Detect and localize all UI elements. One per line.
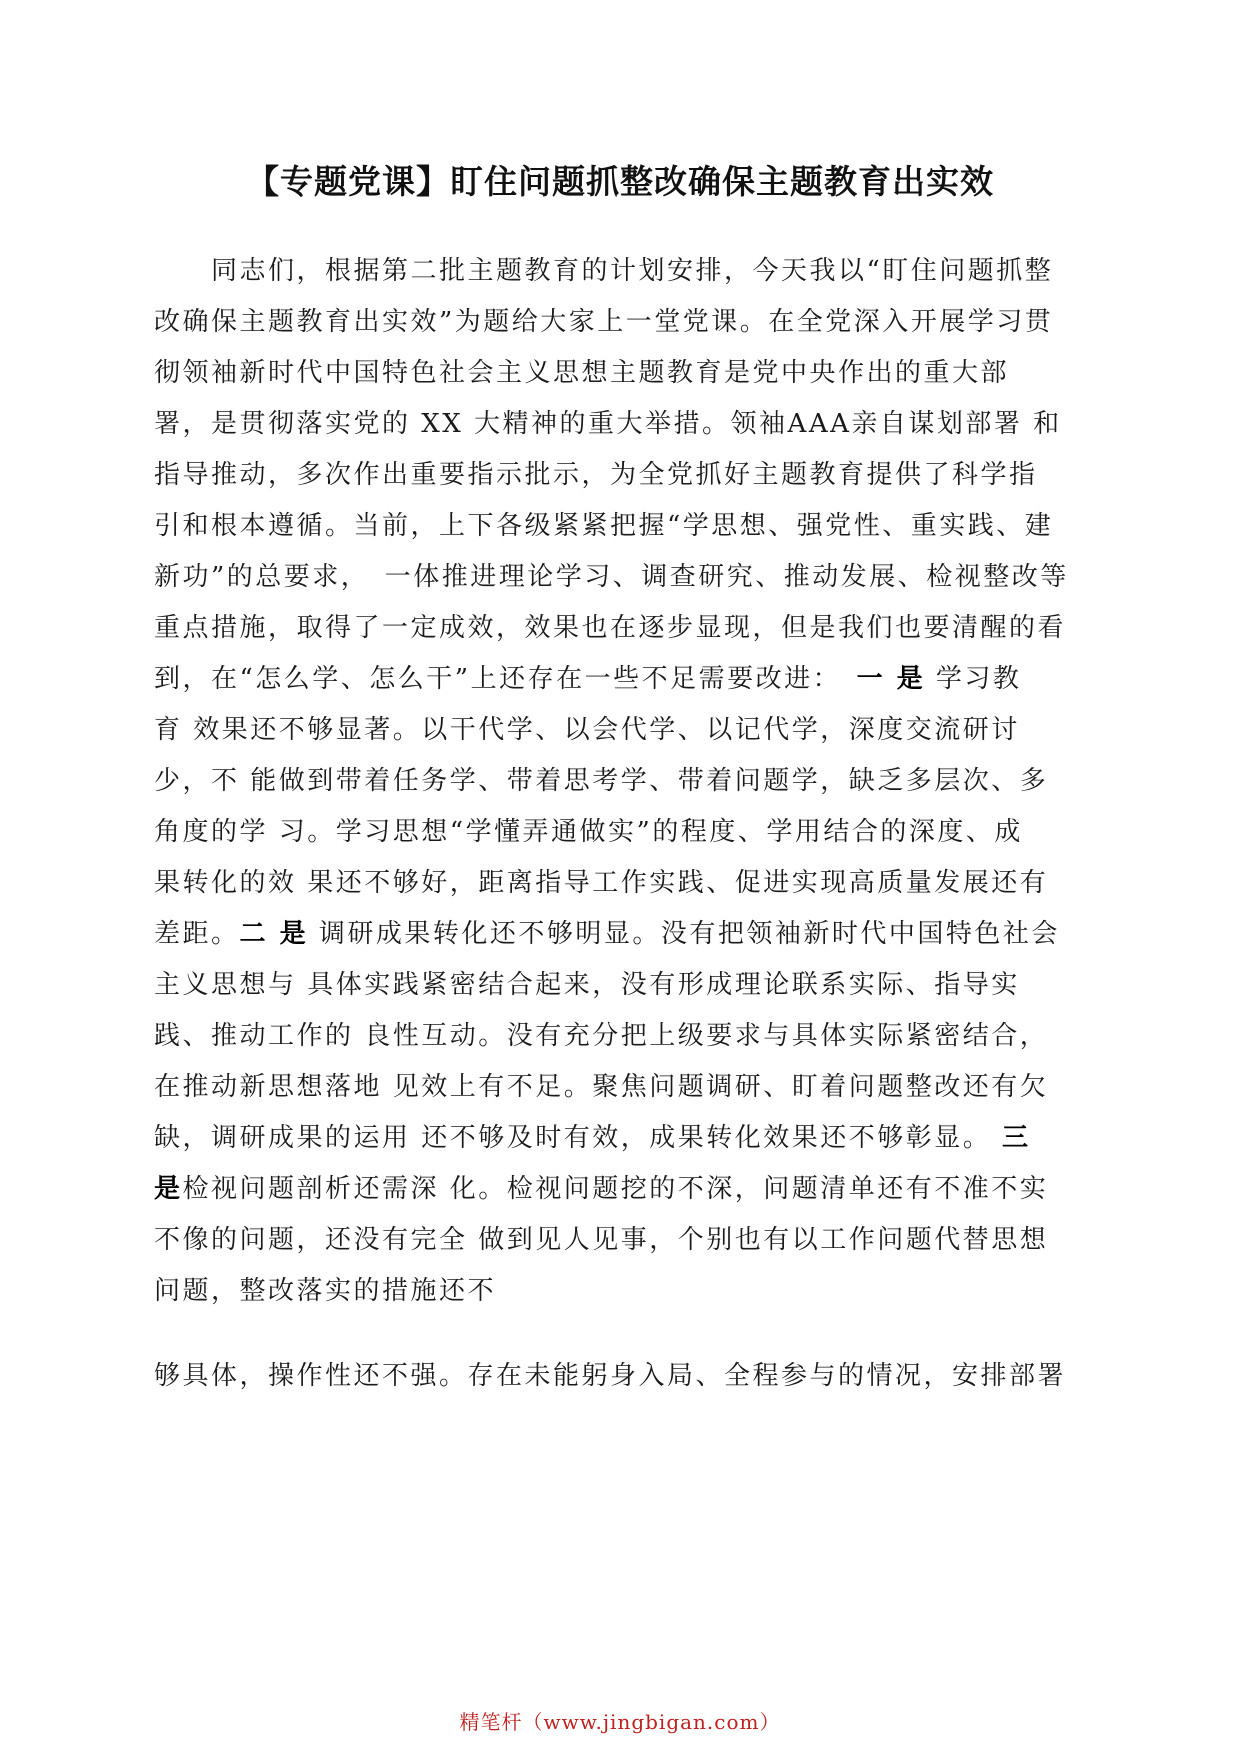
text-line: 角度的学 习。学习思想“学懂弄通做实”的程度、学用结合的深度、成 [154,817,1023,847]
text-line: 够具体，操作性还不强。存在未能躬身入局、全程参与的情况，安排部署 [154,1361,1067,1391]
text-line: 在推动新思想落地 见效上有不足。聚焦问题调研、盯着问题整改还有欠 [154,1072,1049,1102]
text-line: 果转化的效 果还不够好，距离指导工作实践、促进实现高质量发展还有 [154,868,1049,898]
text-line: 改确保主题教育出实效”为题给大家上一堂党课。在全党深入开展学习贯 [154,307,1054,337]
text-line: 同志们，根据第二批主题教育的计划安排，今天我以“盯住问题抓整 [154,256,1054,286]
text-run: 差距。 [154,919,240,949]
point-marker: 是 [154,1174,183,1204]
text-line: 署，是贯彻落实党的 XX 大精神的重大举措。领袖AAA亲自谋划部署 和 [154,409,1062,439]
text-run: 到，在“怎么学、怎么干”上还存在一些不足需要改进： [154,664,857,694]
text-line: 引和根本遵循。当前，上下各级紧紧把握“学思想、强党性、重实践、建 [154,511,1054,541]
text-line: 指导推动，多次作出重要指示批示，为全党抓好主题教育提供了科学指 [154,460,1038,490]
text-run: 学习教 [925,664,1022,694]
text-line [154,1123,1031,1153]
text-line: 彻领袖新时代中国特色社会主义思想主题教育是党中央作出的重大部 [154,358,1010,388]
point-marker: 二 是 [239,919,309,949]
text-run: 调研成果转化还不够明显。没有把领袖新时代中国特色社会 [308,919,1060,949]
text-line [154,919,1060,949]
text-line: 少，不 能做到带着任务学、带着思考学、带着问题学，缺乏多层次、多 [154,766,1049,796]
text-line: 重点措施，取得了一定成效，效果也在逐步显现，但是我们也要清醒的看 [154,613,1067,643]
footer-watermark: 精笔杆（www.jingbigan.com） [459,1710,781,1734]
point-marker: 一 是 [856,664,926,694]
text-line: 新功”的总要求， 一体推进理论学习、调查研究、推动发展、检视整改等 [154,562,1069,592]
text-run: 检视问题剖析还需深 化。检视问题挖的不深，问题清单还有不准不实 [182,1174,1049,1204]
text-line [154,664,1021,694]
text-run: 缺，调研成果的运用 还不够及时有效，成果转化效果还不够彰显。 [154,1123,1003,1153]
text-line: 主义思想与 具体实践紧密结合起来，没有形成理论联系实际、指导实 [154,970,1020,1000]
text-line: 践、推动工作的 良性互动。没有充分把上级要求与具体实际紧密结合， [154,1021,1049,1051]
text-line: 不像的问题，还没有完全 做到见人见事，个别也有以工作问题代替思想 [154,1225,1049,1255]
text-line: 问题，整改落实的措施还不 [154,1276,497,1306]
document-title: 【专题党课】盯住问题抓整改确保主题教育出实效 [246,162,994,201]
text-line: 育 效果还不够显著。以干代学、以会代学、以记代学，深度交流研讨 [154,715,1020,745]
text-line [154,1174,1048,1204]
point-marker: 三 [1002,1123,1031,1153]
